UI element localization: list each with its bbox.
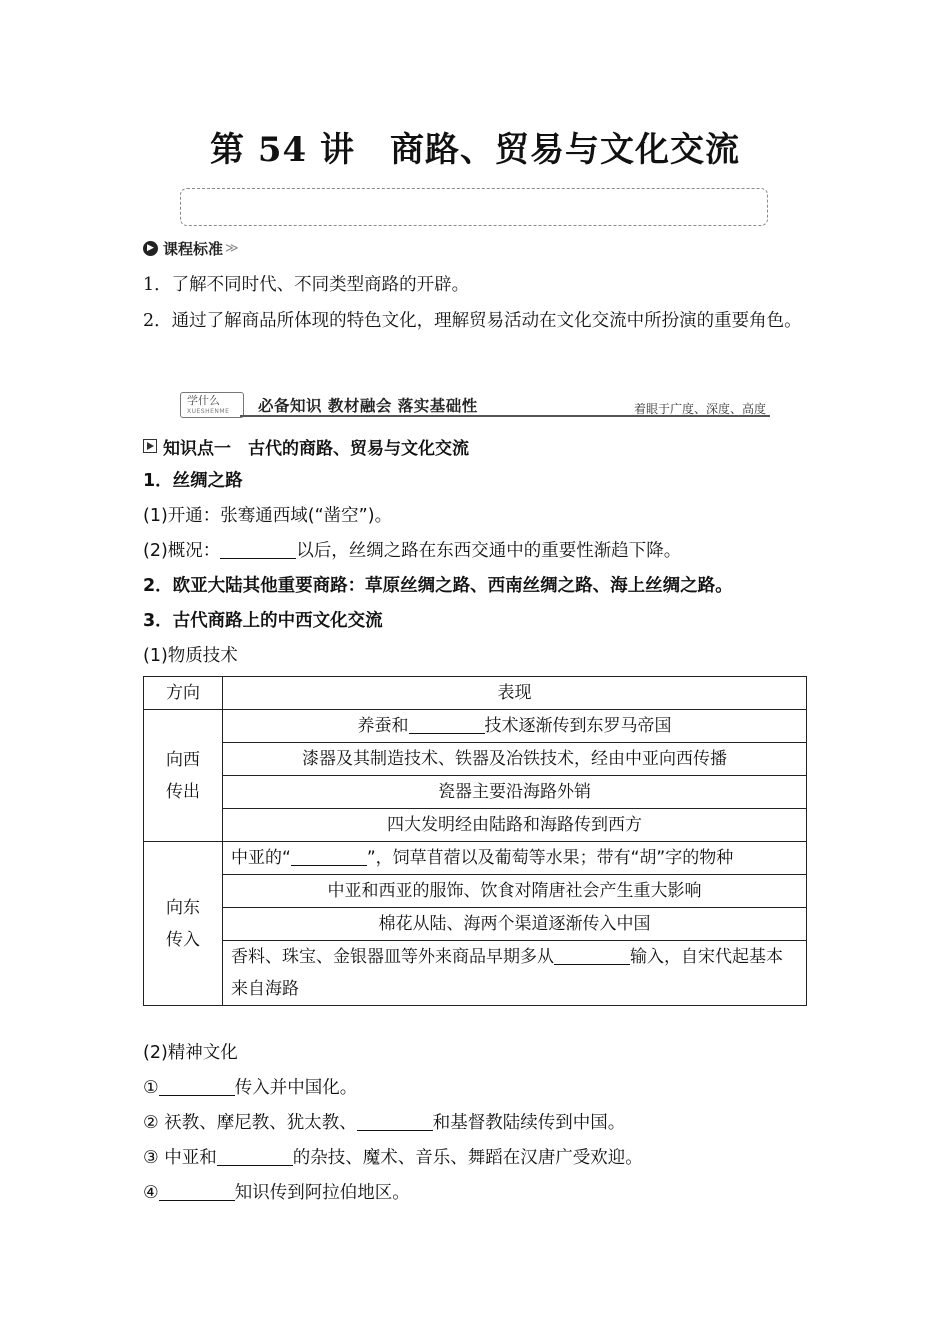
knowledge-point-text: 知识点一 古代的商路、贸易与文化交流 (163, 438, 469, 459)
east-row-2: 中亚和西亚的服饰、饮食对隋唐社会产生重大影响 (223, 875, 807, 908)
spiritual-item-4: ④ 知识传到阿拉伯地区。 (143, 1176, 410, 1210)
banner-focus: 着眼于广度、深度、高度 (633, 402, 766, 416)
table-row (144, 875, 807, 908)
banner-rule (240, 415, 770, 417)
silk-road-overview (143, 534, 681, 568)
west-row-2: 漆器及其制造技术、铁器及冶铁技术，经由中亚向西传播 (223, 743, 807, 776)
east-row-3: 棉花从陆、海两个渠道逐渐传入中国 (223, 908, 807, 941)
table-row (144, 809, 807, 842)
double-chevron-icon: ≫ (225, 240, 239, 256)
triangle-icon (143, 439, 157, 453)
page-title: 第 54 讲 商路、贸易与文化交流 (210, 130, 740, 170)
table-row (144, 842, 807, 875)
material-subtitle: (1)物质技术 (143, 646, 238, 666)
banner-heading: 必备知识 教材融会 落实基础性 (258, 397, 478, 415)
table-header-row (144, 677, 807, 710)
fill-blank[interactable] (554, 944, 630, 965)
fill-blank[interactable] (217, 1145, 293, 1166)
standard-item-2: 2．通过了解商品所体现的特色文化，理解贸易活动在文化交流中所扮演的重要角色。 (143, 311, 802, 331)
west-row-4: 四大发明经由陆路和海路传到西方 (223, 809, 807, 842)
east-direction-cell: 向东 传入 (144, 842, 223, 1006)
dashed-box (180, 188, 768, 226)
overview-suffix: 以后，丝绸之路在东西交通中的重要性渐趋下降。 (296, 541, 682, 561)
fill-blank[interactable] (220, 538, 296, 559)
table-row (144, 710, 807, 743)
knowledge-point-heading (143, 432, 469, 460)
east-row-1: 中亚的“ ”，饲草苜蓿以及葡萄等水果；带有“胡”字的物种 (223, 842, 807, 875)
fill-blank[interactable] (159, 1180, 235, 1201)
standard-item-1: 1．了解不同时代、不同类型商路的开辟。 (143, 275, 470, 295)
west-row-3: 瓷器主要沿海路外销 (223, 776, 807, 809)
header-direction: 方向 (144, 677, 223, 710)
table-row (144, 908, 807, 941)
spiritual-item-3: ③ 中亚和 的杂技、魔术、音乐、舞蹈在汉唐广受欢迎。 (143, 1141, 643, 1175)
other-routes: 2．欧亚大陆其他重要商路：草原丝绸之路、西南丝绸之路、海上丝绸之路。 (143, 576, 733, 596)
fill-blank[interactable] (159, 1075, 235, 1096)
xueshenme-logo (180, 392, 244, 418)
table-row (144, 776, 807, 809)
fill-blank[interactable] (409, 713, 485, 734)
fill-blank[interactable] (291, 845, 367, 866)
table-row (144, 941, 807, 1006)
spiritual-item-1: ① 传入并中国化。 (143, 1071, 357, 1105)
header-performance: 表现 (223, 677, 807, 710)
table-row (144, 743, 807, 776)
silk-road-opening: (1)开通：张骞通西域(“凿空”)。 (143, 506, 393, 526)
section-banner (178, 392, 770, 420)
play-icon: ▶ (143, 241, 158, 256)
logo-text: 学什么 (187, 394, 220, 407)
exchange-table (143, 676, 807, 1006)
west-row-1: 养蚕和 技术逐渐传到东罗马帝国 (223, 710, 807, 743)
west-direction-cell: 向西 传出 (144, 710, 223, 842)
spiritual-subtitle: (2)精神文化 (143, 1043, 238, 1063)
course-standard-text: 课程标准 (163, 239, 224, 258)
east-row-4: 香料、珠宝、金银器皿等外来商品早期多从 输入，自宋代起基本来自海路 (223, 941, 807, 1006)
logo-subtext: XUESHENME (187, 408, 230, 415)
fill-blank[interactable] (357, 1110, 433, 1131)
exchange-title: 3．古代商路上的中西文化交流 (143, 611, 383, 631)
silk-road-title: 1．丝绸之路 (143, 471, 243, 491)
spiritual-item-2: ② 祆教、摩尼教、犹太教、 和基督教陆续传到中国。 (143, 1106, 625, 1140)
course-standard-label (143, 237, 239, 259)
overview-prefix: (2)概况： (143, 541, 221, 561)
